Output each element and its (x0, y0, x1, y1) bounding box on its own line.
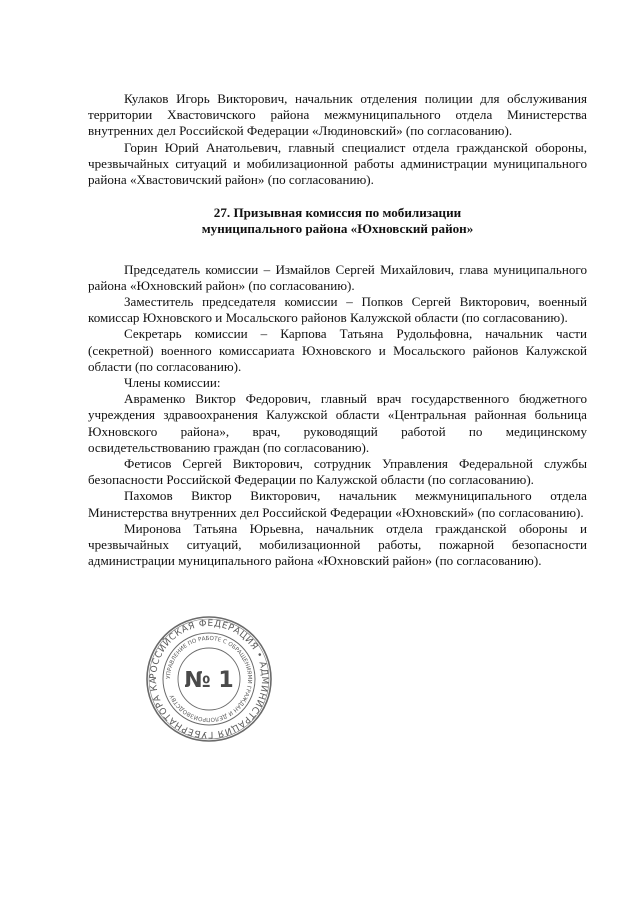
paragraph-pakhomov: Пахомов Виктор Викторович, начальник межмуниципального отдела Министерства внутренних дел Российской Федерации «Юхновский» (по согласованию). (88, 488, 587, 520)
paragraph-secretary: Секретарь комиссии – Карпова Татьяна Рудольфовна, начальник части (секретной) военного комиссариата Юхновского и Мосальского районов Калужской области (по согласованию). (88, 326, 587, 374)
official-stamp (145, 615, 273, 743)
paragraph-gorin: Горин Юрий Анатольевич, главный специалист отдела гражданской обороны, чрезвычайных ситуаций и мобилизационной работы администрации муниципального района «Хвастовичский район» (по согласованию). (88, 139, 587, 188)
stamp-outer-text: РОССИЙСКАЯ ФЕДЕРАЦИЯ • АДМИНИСТРАЦИЯ ГУБЕРНАТОРА КА (148, 618, 270, 740)
stamp-number: № 1 (184, 668, 234, 693)
document-body (88, 91, 587, 569)
section-title-line-2: муниципального района «Юхновский район» (201, 221, 474, 237)
stamp-inner-text: УПРАВЛЕНИЕ ПО РАБОТЕ С ОБРАЩЕНИЯМИ ГРАЖДАН И ДЕЛОПРОИЗВОДСТВУ (165, 635, 253, 723)
paragraph-chairman: Председатель комиссии – Измайлов Сергей Михайлович, глава муниципального района «Юхновский район» (по согласованию). (88, 261, 587, 293)
section-heading (88, 205, 587, 237)
paragraph-mironova: Миронова Татьяна Юрьевна, начальник отдела гражданской обороны и чрезвычайных ситуаций, мобилизационной работы, пожарной безопасности администрации муниципального района «Юхновский район» (по согласованию). (88, 520, 587, 569)
stamp-seal-icon (145, 615, 273, 743)
section-title-line-1: 27. Призывная комиссия по мобилизации (213, 205, 462, 221)
paragraph-deputy-chairman: Заместитель председателя комиссии – Попков Сергей Викторович, военный комиссар Юхновского и Мосальского районов Калужской области (по согласованию). (88, 294, 587, 326)
paragraph-avramenko: Авраменко Виктор Федорович, главный врач государственного бюджетного учреждения здравоохранения Калужской области «Центральная районная больница Юхновского района», врач, руководящий работой по медицинскому освидетельствованию граждан (по согласованию). (88, 391, 587, 455)
paragraph-fetisov: Фетисов Сергей Викторович, сотрудник Управления Федеральной службы безопасности Российской Федерации по Калужской области (по согласованию). (88, 456, 587, 488)
paragraph-members-label: Члены комиссии: (124, 375, 221, 391)
paragraph-kulakov: Кулаков Игорь Викторович, начальник отделения полиции для обслуживания территории Хвастовичского района межмуниципального отдела Министерства внутренних дел Российской Федерации «Людиновский» (по согласованию). (88, 91, 587, 139)
